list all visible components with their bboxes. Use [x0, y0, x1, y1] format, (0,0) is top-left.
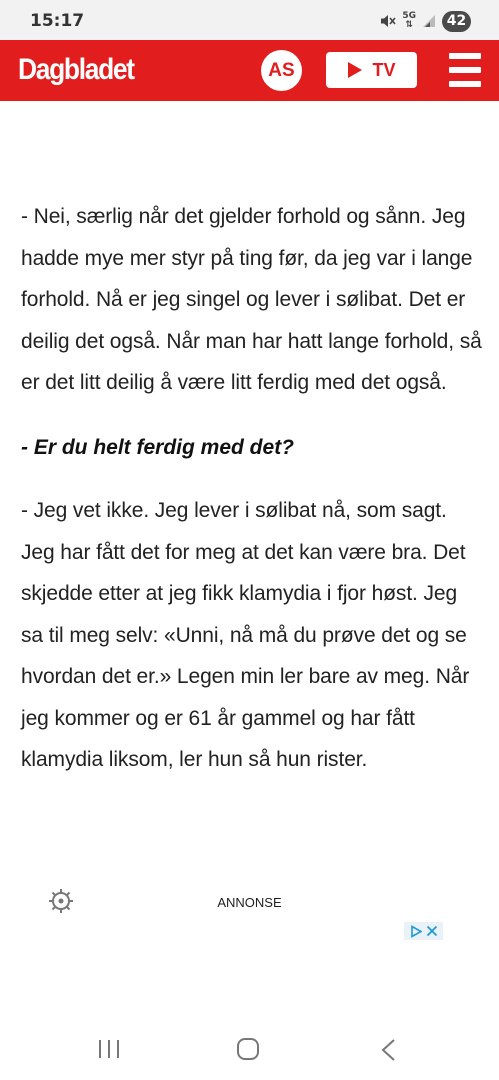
home-icon[interactable]	[237, 1038, 259, 1060]
mute-icon	[378, 12, 396, 30]
hamburger-menu-icon[interactable]	[449, 53, 481, 87]
tv-label: TV	[372, 59, 396, 80]
status-bar	[0, 0, 499, 40]
ad-choices[interactable]	[404, 922, 443, 940]
as-button[interactable]: AS	[261, 50, 302, 91]
system-nav-bar	[0, 1020, 499, 1080]
signal-icon	[422, 14, 436, 28]
battery-icon: 42	[442, 11, 471, 32]
article-paragraph: - Jeg vet ikke. Jeg lever i sølibat nå, som sagt. Jeg har fått det for meg at det kan være bra. Det skjedde etter at jeg fikk klamydia i fjor høst. Jeg sa til meg selv: «Unni, nå må du prøve det og se hvordan det er.» Legen min ler bare av meg. Når jeg kommer og er 61 år gammel og har fått klamydia liksom, ler hun så hun rister.	[21, 499, 470, 771]
site-header	[0, 40, 499, 101]
close-icon[interactable]	[426, 925, 438, 937]
tv-button[interactable]	[326, 52, 417, 88]
back-icon[interactable]	[380, 1038, 396, 1062]
article-body	[21, 196, 483, 781]
recents-icon[interactable]	[98, 1039, 120, 1059]
dagbladet-logo[interactable]: Dagbladet	[18, 53, 134, 86]
ad-label: ANNONSE	[217, 895, 282, 910]
play-icon	[347, 61, 363, 79]
status-time: 15:17	[30, 11, 85, 31]
network-label: 5G	[402, 11, 416, 21]
status-icons	[378, 10, 471, 32]
article-paragraph: - Nei, særlig når det gjelder forhold og sånn. Jeg hadde mye mer styr på ting før, da jeg var i lange forhold. Nå er jeg singel og lever i sølibat. Det er deilig det også. Når man har hatt lange forhold, så er det litt deilig å være litt ferdig med det også.	[21, 205, 482, 394]
5g-data-icon: 5G ⇅	[402, 11, 416, 30]
adchoices-icon[interactable]	[410, 925, 422, 938]
interview-question: - Er du helt ferdig med det?	[21, 435, 295, 459]
